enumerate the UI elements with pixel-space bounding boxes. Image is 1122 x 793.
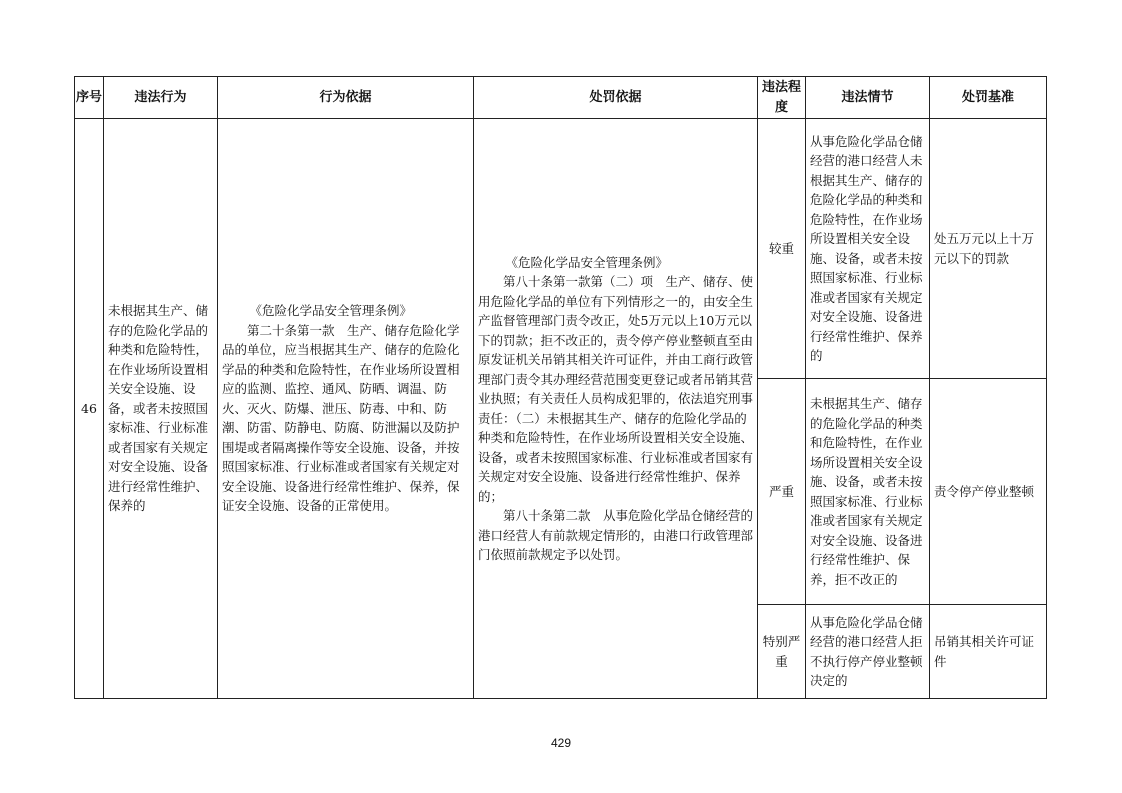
standard-serious: 责令停产停业整顿 xyxy=(930,379,1047,605)
penalty-para-2: 第八十条第二款 从事危险化学品仓储经营的港口经营人有前款规定情形的，由港口行政管理部门依照前款规定予以处罚。 xyxy=(478,508,754,562)
basis-body: 第二十条第一款 生产、储存危险化学品的单位，应当根据其生产、储存的危险化学品的种类和危险特性，在作业场所设置相应的监测、监控、通风、防晒、调温、防火、灭火、防爆、泄压、防毒、中和、防潮、防雷、防静电、防腐、防泄漏以及防护围堤或者隔离操作等安全设施、设备，并按照国家标准、行业标准或者国家有关规定对安全设施、设备进行经常性维护、保养，保证安全设施、设备的正常使用。 xyxy=(222,322,460,514)
penalty-title: 《危险化学品安全管理条例》 xyxy=(505,254,669,270)
header-standard: 处罚基准 xyxy=(930,77,1047,119)
table-header-row xyxy=(75,77,1047,119)
penalty-para-1: 第八十条第一款第（二）项 生产、储存、使用危险化学品的单位有下列情形之一的，由安全生产监督管理部门责令改正，处5万元以上10万元以下的罚款；拒不改正的，责令停产停业整顿直至由原发证机关吊销其相关许可证件，并由工商行政管理部门责令其办理经营范围变更登记或者吊销其营业执照；有关责任人员构成犯罪的，依法追究刑事责任：（二）未根据其生产、储存的危险化学品的种类和危险特性，在作业场所设置相关安全设施、设备，或者未按照国家标准、行业标准或者国家有关规定对安全设施、设备进行经常性维护、保养的； xyxy=(478,274,754,504)
penalty-table xyxy=(74,76,1047,699)
circumstance-moderate: 从事危险化学品仓储经营的港口经营人未根据其生产、储存的危险化学品的种类和危险特性，在作业场所设置相关安全设施、设备，或者未按照国家标准、行业标准或者国家有关规定对安全设施、设备进行经常性维护、保养的 xyxy=(806,119,930,379)
circumstance-very-serious: 从事危险化学品仓储经营的港口经营人拒不执行停产停业整顿决定的 xyxy=(806,605,930,699)
basis-cell xyxy=(218,119,474,699)
basis-title: 《危险化学品安全管理条例》 xyxy=(249,303,413,319)
header-basis: 行为依据 xyxy=(218,77,474,119)
header-no: 序号 xyxy=(75,77,104,119)
header-degree: 违法程度 xyxy=(758,77,806,119)
header-penalty-basis: 处罚依据 xyxy=(474,77,758,119)
standard-very-serious: 吊销其相关许可证件 xyxy=(930,605,1047,699)
row-number: 46 xyxy=(75,119,104,699)
standard-moderate: 处五万元以上十万元以下的罚款 xyxy=(930,119,1047,379)
page-number: 429 xyxy=(550,736,572,750)
degree-very-serious: 特别严重 xyxy=(758,605,806,699)
violation-cell: 未根据其生产、储存的危险化学品的种类和危险特性，在作业场所设置相关安全设施、设备，或者未按照国家标准、行业标准或者国家有关规定对安全设施、设备进行经常性维护、保养的 xyxy=(104,119,218,699)
circumstance-serious: 未根据其生产、储存的危险化学品的种类和危险特性，在作业场所设置相关安全设施、设备，或者未按照国家标准、行业标准或者国家有关规定对安全设施、设备进行经常性维护、保养，拒不改正的 xyxy=(806,379,930,605)
penalty-basis-cell xyxy=(474,119,758,699)
header-violation: 违法行为 xyxy=(104,77,218,119)
degree-moderate: 较重 xyxy=(758,119,806,379)
header-circumstance: 违法情节 xyxy=(806,77,930,119)
table-row xyxy=(75,119,1047,379)
degree-serious: 严重 xyxy=(758,379,806,605)
